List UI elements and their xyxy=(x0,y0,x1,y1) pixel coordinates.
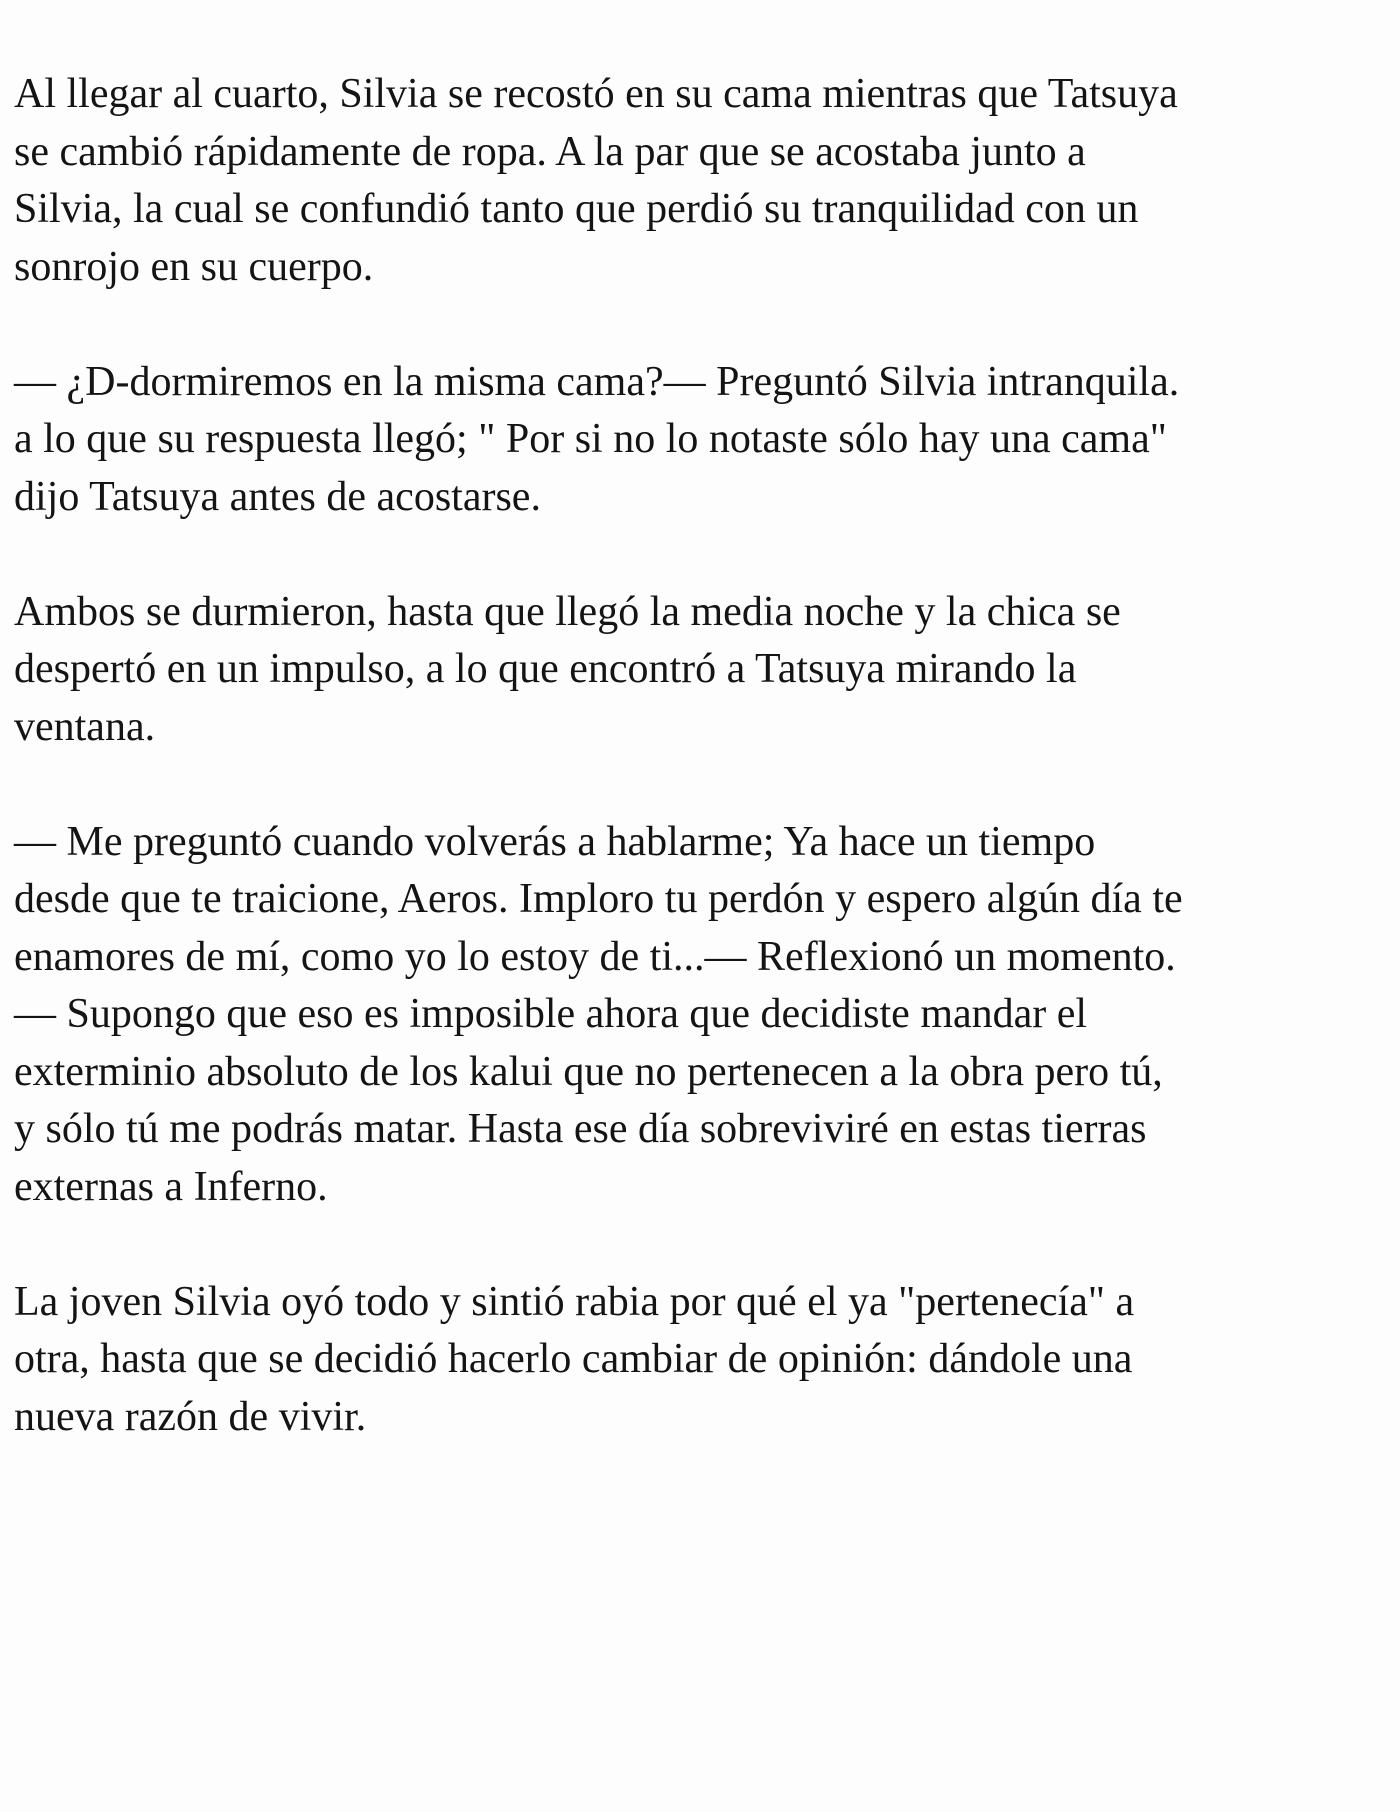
story-text xyxy=(14,66,1386,1504)
text-line: externas a Inferno. xyxy=(14,1163,328,1210)
text-line: Al llegar al cuarto, Silvia se recostó en su cama mientras que Tatsuya xyxy=(14,71,1178,117)
text-line: exterminio absoluto de los kalui que no pertenecen a la obra pero tú, xyxy=(14,1048,1163,1095)
text-line: Ambos se durmieron, hasta que llegó la media noche y la chica se xyxy=(14,588,1121,635)
paragraph-3 xyxy=(14,584,1386,757)
text-line: otra, hasta que se decidió hacerlo cambiar de opinión: dándole una xyxy=(14,1336,1133,1382)
text-line: nueva razón de vivir. xyxy=(14,1393,367,1440)
text-line: desde que te traicione, Aeros. Imploro tu perdón y espero algún día te xyxy=(14,876,1183,922)
text-line: dijo Tatsuya antes de acostarse. xyxy=(14,473,541,520)
text-line: La joven Silvia oyó todo y sintió rabia por qué el ya "pertenecía" a xyxy=(14,1278,1135,1325)
text-line: — Supongo que eso es imposible ahora que decidiste mandar el xyxy=(14,991,1088,1037)
text-line: — Me preguntó cuando volverás a hablarme; Ya hace un tiempo xyxy=(14,818,1096,865)
text-line: se cambió rápidamente de ropa. A la par que se acostaba junto a xyxy=(14,128,1086,175)
text-line: Silvia, la cual se confundió tanto que perdió su tranquilidad con un xyxy=(14,186,1139,232)
text-line: y sólo tú me podrás matar. Hasta ese día sobreviviré en estas tierras xyxy=(14,1106,1147,1152)
paragraph-5 xyxy=(14,1274,1386,1447)
text-line: sonrojo en su cuerpo. xyxy=(14,243,374,290)
paragraph-4 xyxy=(14,814,1386,1217)
paragraph-1 xyxy=(14,66,1386,296)
text-line: ventana. xyxy=(14,703,156,750)
paragraph-2 xyxy=(14,354,1386,527)
text-line: a lo que su respuesta llegó; " Por si no lo notaste sólo hay una cama" xyxy=(14,416,1167,462)
text-line: — ¿D-dormiremos en la misma cama?— Preguntó Silvia intranquila. xyxy=(14,358,1180,405)
text-line: enamores de mí, como yo lo estoy de ti...— Reflexionó un momento. xyxy=(14,933,1176,980)
text-line: despertó en un impulso, a lo que encontró a Tatsuya mirando la xyxy=(14,646,1077,692)
